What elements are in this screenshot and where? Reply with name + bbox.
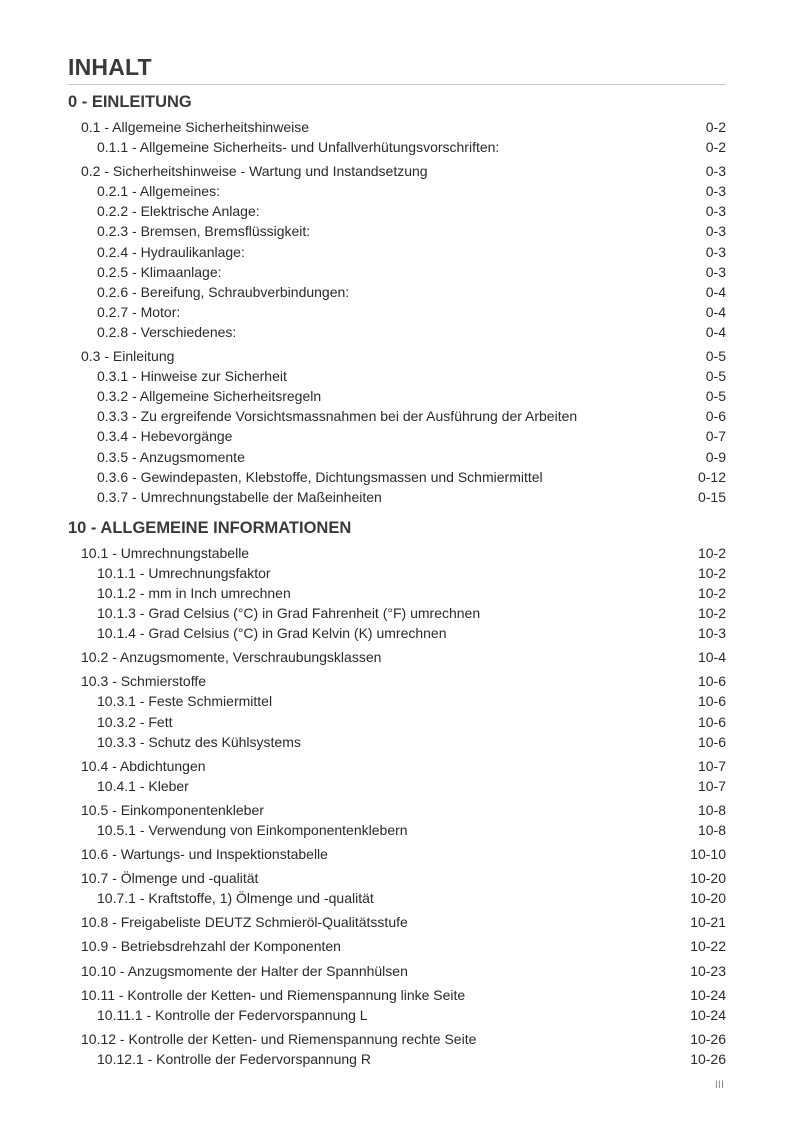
toc-entry-label: 10.5.1 - Verwendung von Einkomponentenklebern [97, 822, 408, 838]
toc-entry-page: 0-5 [705, 348, 726, 365]
toc-entry-subsection[interactable] [68, 712, 726, 732]
toc-entry-page: 10-6 [697, 713, 726, 730]
toc-entry-page: 0-3 [705, 223, 726, 240]
toc-entry-label: 10.1.4 - Grad Celsius (°C) in Grad Kelvin (K) umrechnen [97, 625, 447, 642]
toc-entry-label: 0.2.4 - Hydraulikanlage: [97, 243, 245, 260]
toc-entry-subsection[interactable] [68, 282, 726, 302]
toc-entry-label: 10.7.1 - Kraftstoffe, 1) Ölmenge und -qualität [97, 890, 374, 907]
toc-entry-page: 0-2 [705, 119, 726, 135]
toc-entry-subsection[interactable] [68, 137, 726, 157]
toc-entry-label: 10.1.2 - mm in Inch umrechnen [97, 584, 291, 601]
toc-entry-subsection[interactable] [68, 467, 726, 487]
toc-entry-label: 10.12 - Kontrolle der Ketten- und Riemenspannung rechte Seite [81, 1030, 477, 1047]
toc-section [68, 844, 726, 864]
toc-entry-page: 10-8 [697, 801, 726, 818]
toc-entry-page: 0-4 [705, 283, 726, 300]
toc-entry-subsection[interactable] [68, 201, 726, 221]
toc-section [68, 543, 726, 643]
toc-entry-label: 10.9 - Betriebsdrehzahl der Komponenten [81, 938, 341, 955]
chapter [68, 517, 726, 1069]
toc-entry-label: 0.2.1 - Allgemeines: [97, 183, 220, 200]
toc-entry-page: 10-10 [690, 846, 726, 863]
toc-entry-page: 10-24 [690, 1006, 726, 1023]
toc-entry-page: 10-7 [697, 777, 726, 794]
toc-entry-label: 10.3.1 - Feste Schmiermittel [97, 693, 273, 710]
toc-section [68, 647, 726, 667]
toc-section [68, 346, 726, 507]
toc-entry-page: 0-3 [705, 243, 726, 260]
toc-entry-page: 0-3 [705, 263, 726, 280]
toc-entry-label: 10.3 - Schmierstoffe [81, 673, 207, 690]
toc-entry-label: 10.3.2 - Fett [97, 713, 173, 730]
toc-entry-page: 10-8 [697, 822, 726, 838]
toc-entry-page: 10-24 [690, 986, 726, 1003]
toc-entry-label: 10.5 - Einkomponentenkleber [81, 801, 264, 818]
toc-entry-subsection[interactable] [68, 426, 726, 446]
toc-entry-subsection[interactable] [68, 447, 726, 467]
toc-entry-page: 10-2 [697, 605, 726, 622]
toc-entry-section[interactable] [68, 800, 726, 820]
table-of-contents [68, 54, 726, 1073]
toc-entry-section[interactable] [68, 868, 726, 888]
toc-section [68, 1029, 726, 1069]
toc-entry-page: 0-6 [705, 408, 726, 425]
toc-entry-label: 10.2 - Anzugsmomente, Verschraubungsklassen [81, 649, 382, 666]
toc-entry-section[interactable] [68, 961, 726, 981]
toc-entry-page: 10-2 [697, 564, 726, 581]
toc-entry-section[interactable] [68, 936, 726, 956]
toc-entry-section[interactable] [68, 912, 726, 932]
toc-entry-subsection[interactable] [68, 242, 726, 262]
toc-entry-page: 0-3 [705, 163, 726, 180]
toc-entry-page: 10-26 [690, 1050, 726, 1067]
toc-entry-label: 0.2.6 - Bereifung, Schraubverbindungen: [97, 283, 350, 300]
toc-entry-label: 0.3.6 - Gewindepasten, Klebstoffe, Dichtungsmassen und Schmiermittel [97, 468, 543, 485]
toc-entry-page: 10-6 [697, 673, 726, 690]
toc-entry-subsection[interactable] [68, 623, 726, 643]
toc-entry-page: 0-2 [705, 139, 726, 156]
toc-entry-subsection[interactable] [68, 221, 726, 241]
toc-entry-label: 10.11.1 - Kontrolle der Federvorspannung L [97, 1006, 368, 1023]
toc-entry-label: 0.3.3 - Zu ergreifende Vorsichtsmassnahmen bei der Ausführung der Arbeiten [97, 408, 578, 425]
toc-entry-page: 0-4 [705, 323, 726, 340]
toc-entry-page: 10-6 [697, 733, 726, 750]
toc-entry-label: 10.1 - Umrechnungstabelle [81, 544, 250, 561]
toc-entry-page: 10-26 [690, 1030, 726, 1047]
toc-entry-subsection[interactable] [68, 603, 726, 623]
toc-entry-section[interactable] [68, 671, 726, 691]
toc-entry-label: 10.1.1 - Umrechnungsfaktor [97, 564, 271, 581]
toc-entry-section[interactable] [68, 117, 726, 137]
toc-entry-subsection[interactable] [68, 487, 726, 507]
toc-entry-section[interactable] [68, 1029, 726, 1049]
toc-entry-label: 0.1.1 - Allgemeine Sicherheits- und Unfallverhütungsvorschriften: [97, 139, 500, 156]
toc-entry-subsection[interactable] [68, 366, 726, 386]
toc-entry-page: 0-3 [705, 203, 726, 220]
toc-entry-page: 10-23 [690, 962, 726, 979]
toc-entry-subsection[interactable] [68, 262, 726, 282]
toc-entry-page: 0-4 [705, 303, 726, 320]
toc-entry-label: 10.10 - Anzugsmomente der Halter der Spannhülsen [81, 962, 408, 979]
toc-entry-page: 0-5 [705, 388, 726, 405]
toc-section [68, 671, 726, 751]
toc-entry-page: 10-2 [697, 584, 726, 601]
toc-entry-page: 10-22 [690, 938, 726, 955]
toc-entry-label: 0.2 - Sicherheitshinweise - Wartung und Instandsetzung [81, 163, 428, 180]
toc-entry-subsection[interactable] [68, 181, 726, 201]
toc-entry-section[interactable] [68, 647, 726, 667]
toc-section [68, 936, 726, 956]
toc-entry-label: 0.3.4 - Hebevorgänge [97, 428, 233, 445]
toc-entry-label: 0.2.5 - Klimaanlage: [97, 263, 222, 280]
toc-section [68, 961, 726, 981]
toc-entry-label: 10.7 - Ölmenge und -qualität [81, 870, 259, 887]
chapter [68, 91, 726, 507]
toc-entry-subsection[interactable] [68, 732, 726, 752]
toc-entry-page: 10-7 [697, 757, 726, 774]
toc-entry-subsection[interactable] [68, 322, 726, 342]
toc-entry-label: 0.3.1 - Hinweise zur Sicherheit [97, 368, 287, 385]
toc-entry-section[interactable] [68, 161, 726, 181]
toc-entry-subsection[interactable] [68, 888, 726, 908]
toc-entry-page: 10-6 [697, 693, 726, 710]
toc-entry-section[interactable] [68, 844, 726, 864]
toc-section [68, 985, 726, 1025]
toc-entry-label: 0.1 - Allgemeine Sicherheitshinweise [81, 119, 310, 135]
toc-entry-page: 0-12 [697, 468, 726, 485]
toc-entry-subsection[interactable] [68, 406, 726, 426]
toc-entry-label: 0.3.7 - Umrechnungstabelle der Maßeinheiten [97, 488, 382, 505]
toc-entry-subsection[interactable] [68, 563, 726, 583]
toc-entry-label: 0.3 - Einleitung [81, 348, 175, 365]
toc-entry-label: 10.8 - Freigabeliste DEUTZ Schmieröl-Qualitätsstufe [81, 914, 408, 931]
toc-entry-subsection[interactable] [68, 820, 726, 840]
toc-section [68, 161, 726, 342]
toc-entry-subsection[interactable] [68, 1049, 726, 1069]
page-title: INHALT [68, 54, 726, 85]
toc-entry-page: 10-4 [697, 649, 726, 666]
toc-entry-page: 0-5 [705, 368, 726, 385]
toc-entry-label: 10.4.1 - Kleber [97, 777, 189, 794]
toc-entry-subsection[interactable] [68, 1005, 726, 1025]
toc-entry-section[interactable] [68, 346, 726, 366]
toc-entry-subsection[interactable] [68, 583, 726, 603]
toc-entry-label: 10.12.1 - Kontrolle der Federvorspannung R [97, 1050, 371, 1067]
toc-entry-label: 0.2.2 - Elektrische Anlage: [97, 203, 260, 220]
toc-entry-page: 10-20 [690, 890, 726, 907]
toc-entry-label: 10.6 - Wartungs- und Inspektionstabelle [81, 846, 328, 863]
toc-section [68, 756, 726, 796]
toc-entry-page: 10-3 [697, 625, 726, 642]
toc-entry-section[interactable] [68, 756, 726, 776]
page-number: III [714, 1079, 724, 1091]
toc-entry-label: 0.3.2 - Allgemeine Sicherheitsregeln [97, 388, 322, 405]
toc-entry-label: 10.3.3 - Schutz des Kühlsystems [97, 733, 301, 750]
toc-entry-label: 10.4 - Abdichtungen [81, 757, 206, 774]
toc-entry-page: 10-21 [690, 914, 726, 931]
toc-section [68, 912, 726, 932]
toc-entry-label: 10.11 - Kontrolle der Ketten- und Riemenspannung linke Seite [81, 986, 466, 1003]
toc-entry-label: 0.2.8 - Verschiedenes: [97, 323, 237, 340]
toc-section [68, 868, 726, 908]
toc-entry-label: 0.3.5 - Anzugsmomente [97, 448, 245, 465]
toc-entry-page: 0-9 [705, 448, 726, 465]
toc-entry-page: 10-20 [690, 870, 726, 887]
toc-entry-subsection[interactable] [68, 776, 726, 796]
toc-entry-subsection[interactable] [68, 386, 726, 406]
toc-section [68, 800, 726, 840]
toc-entry-label: 10.1.3 - Grad Celsius (°C) in Grad Fahrenheit (°F) umrechnen [97, 605, 481, 622]
toc-entry-page: 0-7 [705, 428, 726, 445]
toc-entry-page: 0-3 [705, 183, 726, 200]
chapter-title[interactable]: 10 - ALLGEMEINE INFORMATIONEN [68, 518, 352, 537]
toc-entry-page: 10-2 [697, 544, 726, 561]
chapter-title[interactable]: 0 - EINLEITUNG [68, 93, 192, 111]
toc-entry-section[interactable] [68, 543, 726, 563]
toc-entry-label: 0.2.7 - Motor: [97, 303, 181, 320]
toc-section [68, 117, 726, 157]
chapter-list [68, 91, 726, 1069]
toc-entry-label: 0.2.3 - Bremsen, Bremsflüssigkeit: [97, 223, 311, 240]
toc-entry-page: 0-15 [697, 488, 726, 505]
toc-entry-section[interactable] [68, 985, 726, 1005]
toc-entry-subsection[interactable] [68, 691, 726, 711]
toc-entry-subsection[interactable] [68, 302, 726, 322]
